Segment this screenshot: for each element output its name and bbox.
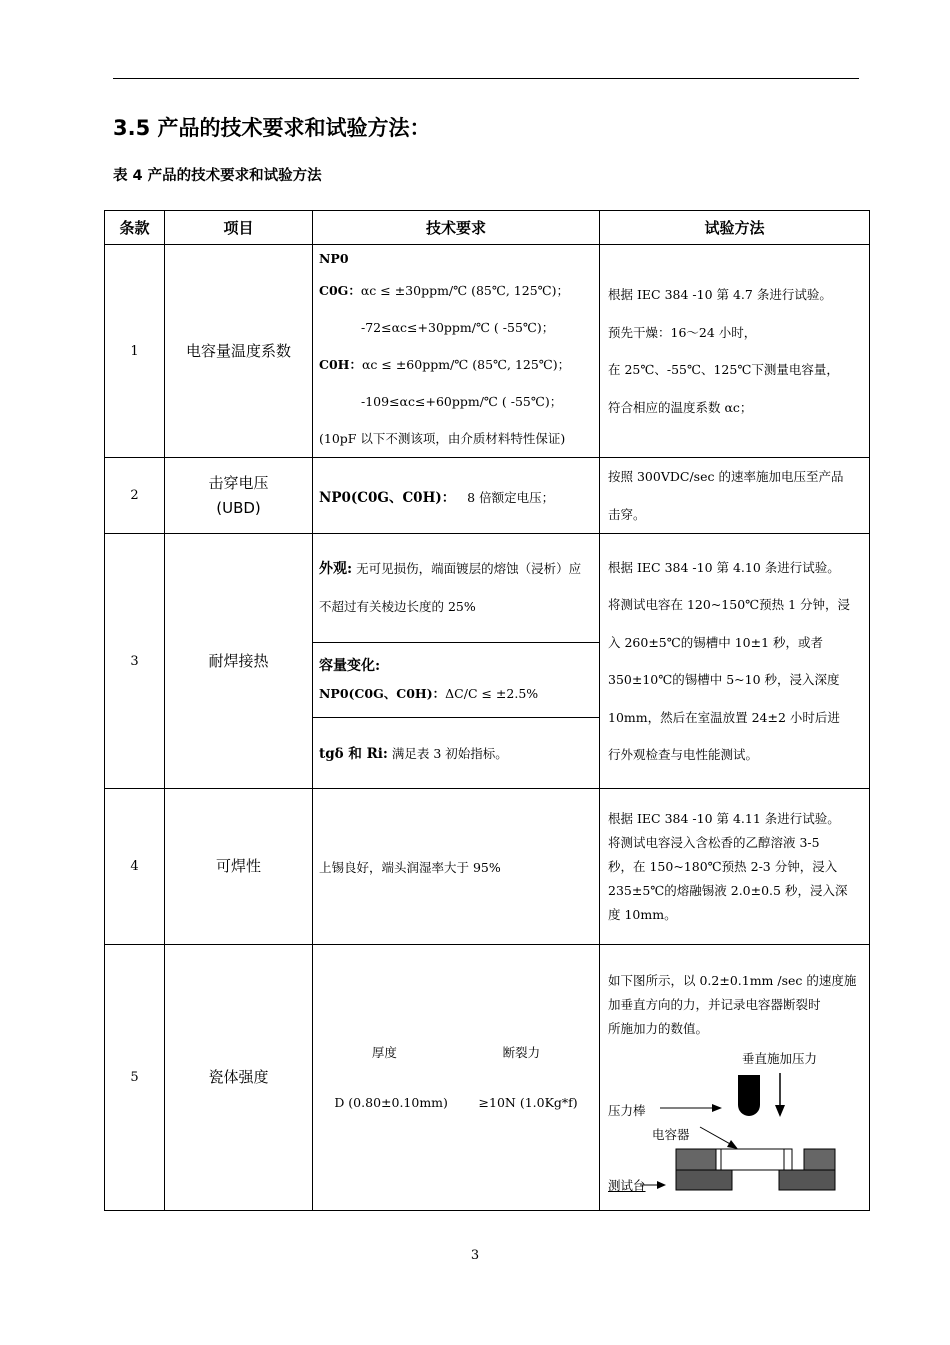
method-line: 入 260±5℃的锡槽中 10±1 秒，或者 (608, 634, 824, 650)
stage-left-block (676, 1170, 732, 1190)
method-line: 根据 IEC 384 -10 第 4.7 条进行试验。 (608, 287, 832, 302)
method-cell (600, 458, 870, 534)
stage-right-block (779, 1170, 835, 1190)
method-line: 350±10℃的锡槽中 5~10 秒，浸入深度 (608, 672, 840, 687)
req-value: 无可见损伤，端面镀层的熔蚀（浸析）应不超过有关棱边长度的 25% (319, 561, 582, 615)
capacitor-arrow-head (727, 1140, 738, 1149)
capacitor-arrow-line (700, 1127, 732, 1145)
appearance-block (313, 534, 599, 642)
method-line: 在 25℃、-55℃、125℃下测量电容量， (608, 362, 839, 377)
method-line: 按照 300VDC/sec 的速率施加电压至产品 (608, 469, 844, 484)
req-head: NP0 (319, 250, 349, 266)
support-left (676, 1149, 718, 1170)
req-value: 8 倍额定电压； (467, 489, 555, 505)
strength-test-diagram (600, 945, 869, 1193)
table-row (105, 534, 870, 789)
strength-values (319, 1078, 593, 1128)
method-line: 符合相应的温度系数 αc； (608, 399, 753, 415)
support-right (804, 1149, 835, 1170)
requirement-cell (313, 945, 600, 1211)
clause-number: 2 (105, 458, 165, 534)
table-row (105, 789, 870, 945)
method-line: 加垂直方向的力，并记录电容器断裂时 (608, 997, 821, 1012)
req-line (319, 680, 593, 708)
method-line: 根据 IEC 384 -10 第 4.11 条进行试验。 (608, 810, 840, 826)
loss-tangent-block (313, 717, 599, 787)
test-fixture-drawing (600, 945, 868, 1210)
page-number: 3 (470, 1248, 480, 1263)
force-value: ≥10N (1.0Kg*f) (478, 1094, 578, 1110)
method-line: 235±5℃的熔融锡液 2.0±0.5 秒，浸入深 (608, 882, 848, 898)
method-line: 10mm，然后在室温放置 24±2 小时后进 (608, 709, 840, 725)
req-value: 满足表 3 初始指标。 (391, 746, 508, 762)
col-header-method: 试验方法 (600, 211, 870, 245)
clause-number: 1 (105, 245, 165, 458)
req-value: αc ≤ ±60ppm/℃ (85℃, 125℃)； (361, 356, 571, 372)
capacitor-body (716, 1149, 792, 1170)
table-header-row (105, 211, 870, 245)
requirement-cell (313, 534, 600, 789)
thickness-value: D (0.80±0.10mm) (334, 1094, 448, 1110)
item-name (165, 458, 313, 534)
item-name-line1: 击穿电压 (208, 473, 269, 492)
requirement-cell (313, 245, 600, 458)
clause-number: 5 (105, 945, 165, 1211)
req-value: αc ≤ ±30ppm/℃ (85℃, 125℃)； (360, 282, 570, 298)
req-value: ΔC/C ≤ ±2.5% (445, 685, 539, 701)
method-line: 将测试电容在 120~150℃预热 1 分钟，浸 (608, 597, 851, 612)
force-label: 断裂力 (502, 1044, 541, 1060)
label-vertical-force: 垂直施加压力 (742, 1051, 818, 1066)
requirement-subtable (313, 534, 599, 787)
col-header-requirement: 技术要求 (313, 211, 600, 245)
req-label: 外观: (319, 561, 353, 578)
method-line: 如下图所示，以 0.2±0.1mm /sec 的速度施 (608, 973, 857, 988)
method-cell (600, 534, 870, 789)
req-line: -109≤αc≤+60ppm/℃ ( -55℃)； (361, 393, 563, 409)
method-line: 行外观检查与电性能测试。 (608, 747, 759, 762)
item-name: 耐焊接热 (165, 534, 313, 789)
label-test-stage: 测试台 (608, 1178, 646, 1193)
method-cell (600, 245, 870, 458)
table-row (105, 458, 870, 534)
table-row (105, 945, 870, 1211)
req-label: tgδ 和 Ri: (319, 746, 388, 763)
section-title: 3.5 产品的技术要求和试验方法： (113, 116, 431, 140)
clause-number: 4 (105, 789, 165, 945)
rod-arrow-head (712, 1104, 722, 1112)
req-label: 容量变化: (319, 657, 381, 674)
vertical-arrow-head (775, 1105, 785, 1117)
pressure-rod-shape (738, 1075, 760, 1116)
method-line: 根据 IEC 384 -10 第 4.10 条进行试验。 (608, 559, 840, 575)
method-line: 将测试电容浸入含松香的乙醇溶液 3-5 (608, 834, 820, 850)
label-pressure-rod: 压力棒 (608, 1103, 646, 1118)
req-line (319, 272, 593, 309)
method-line: 预先干燥：16～24 小时， (608, 324, 757, 340)
capacitance-change-block (313, 642, 599, 717)
strength-headers (319, 1028, 593, 1078)
item-name: 电容量温度系数 (165, 245, 313, 458)
req-note: (10pF 以下不测该项，由介质材料特性保证) (319, 430, 566, 446)
method-cell (600, 945, 870, 1211)
requirement-cell (313, 789, 600, 945)
thickness-label: 厚度 (371, 1044, 397, 1060)
label-capacitor: 电容器 (652, 1127, 690, 1142)
method-line: 击穿。 (608, 506, 646, 522)
clause-number: 3 (105, 534, 165, 789)
method-line: 度 10mm。 (608, 906, 677, 922)
header-rule (113, 78, 859, 79)
col-header-clause: 条款 (105, 211, 165, 245)
table-caption: 表 4 产品的技术要求和试验方法 (113, 168, 322, 184)
method-line: 所施加力的数值。 (608, 1021, 709, 1036)
col-header-item: 项目 (165, 211, 313, 245)
stage-arrow-head (657, 1181, 666, 1189)
item-name: 瓷体强度 (165, 945, 313, 1211)
item-name-line2: (UBD) (216, 498, 261, 517)
table-row (105, 245, 870, 458)
method-cell (600, 789, 870, 945)
req-line (319, 346, 593, 383)
spec-table (104, 210, 870, 1211)
req-label: C0H： (319, 356, 362, 372)
requirement-cell (313, 458, 600, 534)
item-name: 可焊性 (165, 789, 313, 945)
req-line: -72≤αc≤+30ppm/℃ ( -55℃)； (361, 319, 555, 335)
req-label: NP0(C0G、C0H)： (319, 489, 456, 506)
method-line: 秒，在 150~180℃预热 2-3 分钟，浸入 (608, 858, 838, 874)
req-value: 上锡良好，端头润湿率大于 95% (319, 859, 501, 875)
req-label: C0G： (319, 282, 361, 298)
req-label: NP0(C0G、C0H)： (319, 685, 446, 701)
